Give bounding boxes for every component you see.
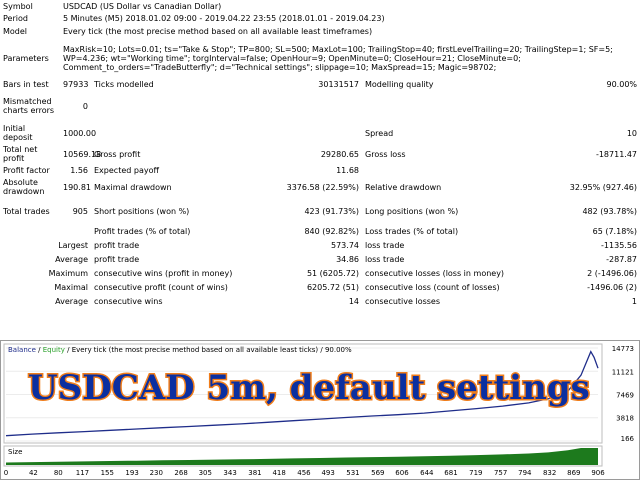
x-tick-label: 193 xyxy=(125,469,139,477)
parameters-label: Parameters xyxy=(3,53,49,63)
total-trades-label: Total trades xyxy=(3,206,50,216)
y-tick-label: 11121 xyxy=(611,368,634,377)
y-tick-label: 3818 xyxy=(616,414,634,423)
abs-drawdown-label: Absolute drawdown xyxy=(3,178,45,196)
largest-loss-value: -1135.56 xyxy=(601,240,638,250)
gross-loss-value: -18711.47 xyxy=(595,149,638,159)
spread-value: 10 xyxy=(626,128,638,138)
x-tick-label: 906 xyxy=(591,469,605,477)
maximum-losses-value: 2 (-1496.06) xyxy=(587,268,638,278)
average-consec-losses-value: 1 xyxy=(631,296,638,306)
average-consec-wins-label: consecutive wins xyxy=(94,296,163,306)
legend xyxy=(8,346,352,354)
x-tick-label: 0 xyxy=(3,469,9,477)
maximum-losses-label: consecutive losses (loss in money) xyxy=(365,268,505,278)
largest-profit-value: 573.74 xyxy=(331,240,359,250)
y-tick-label: 7469 xyxy=(616,391,634,400)
size-label: Size xyxy=(8,448,23,456)
x-tick-label: 794 xyxy=(518,469,532,477)
deposit-label: Initial deposit xyxy=(3,124,33,142)
x-tick-label: 343 xyxy=(223,469,237,477)
bars-label: Bars in test xyxy=(3,79,49,89)
x-tick-label: 493 xyxy=(321,469,335,477)
profit-trades-label: Profit trades (% of total) xyxy=(94,226,191,236)
average-loss-label: loss trade xyxy=(365,254,405,264)
x-tick-label: 832 xyxy=(542,469,557,477)
mismatched-label: Mismatched charts errors xyxy=(3,97,55,115)
largest-profit-label: profit trade xyxy=(94,240,140,250)
spread-label: Spread xyxy=(365,128,394,138)
x-tick-label: 155 xyxy=(100,469,114,477)
y-tick-label: 166 xyxy=(620,435,634,443)
largest-loss-label: loss trade xyxy=(365,240,405,250)
model-value: Every tick (the most precise method based on all available least timeframes) xyxy=(63,26,373,36)
x-tick-label: 681 xyxy=(444,469,458,477)
expected-payoff-value: 11.68 xyxy=(336,165,359,175)
maximum-wins-value: 51 (6205.72) xyxy=(306,268,359,278)
short-positions-value: 423 (91.73%) xyxy=(304,206,359,216)
x-tick-label: 418 xyxy=(272,469,286,477)
legend-quality: 90.00% xyxy=(324,346,352,354)
legend-model: Every tick (the most precise method based on all available least ticks) xyxy=(71,346,319,354)
expected-payoff-label: Expected payoff xyxy=(94,165,159,175)
maximal-loss-label: consecutive loss (count of losses) xyxy=(365,282,500,292)
parameters-value: MaxRisk=10; Lots=0.01; ts="Take & Stop"; TP=800; SL=500; MaxLot=100; TrailingStop=40; firstLevelTrailing=20; TrailingStep=1; SF=5; WP=4.236; wt="Working time"; torgInterval=false; OpenHour=9; OpenMinute=0; CloseHour=21; CloseMinute=0; Comment_to_orders="TradeButterfly"; d="Technical settings"; slippage=10; MaxSpread=15; Magic=98702; xyxy=(63,44,613,72)
ticks-value: 30131517 xyxy=(318,79,359,89)
legend-sep: / xyxy=(318,346,325,354)
profit-factor-value: 1.56 xyxy=(70,165,88,175)
mismatched-value: 0 xyxy=(82,101,88,111)
period-value: 5 Minutes (M5) 2018.01.02 09:00 - 2019.04.22 23:55 (2018.01.01 - 2019.04.23) xyxy=(63,13,385,23)
x-tick-label: 719 xyxy=(469,469,483,477)
gross-profit-value: 29280.65 xyxy=(320,149,359,159)
maximal-loss-value: -1496.06 (2) xyxy=(587,282,638,292)
average-label: Average xyxy=(55,254,88,264)
average-profit-value: 34.86 xyxy=(336,254,359,264)
max-drawdown-value: 3376.58 (22.59%) xyxy=(286,182,359,192)
max-drawdown-label: Maximal drawdown xyxy=(94,182,172,192)
loss-trades-value: 65 (7.18%) xyxy=(592,226,638,236)
x-tick-label: 42 xyxy=(28,469,38,477)
x-tick-label: 80 xyxy=(53,469,63,477)
quality-value: 90.00% xyxy=(606,79,638,89)
rel-drawdown-value: 32.95% (927.46) xyxy=(569,182,638,192)
short-positions-label: Short positions (won %) xyxy=(94,206,190,216)
legend-sep: / xyxy=(35,346,43,354)
ticks-label: Ticks modelled xyxy=(94,79,154,89)
long-positions-label: Long positions (won %) xyxy=(365,206,459,216)
maximal-profit-value: 6205.72 (51) xyxy=(306,282,359,292)
long-positions-value: 482 (93.78%) xyxy=(582,206,638,216)
total-trades-value: 905 xyxy=(72,206,88,216)
overlay-title: USDCAD 5m, default settings xyxy=(28,368,590,408)
loss-trades-label: Loss trades (% of total) xyxy=(365,226,459,236)
net-profit-value: 10569.18 xyxy=(63,149,102,159)
balance-graph-panel xyxy=(0,340,640,480)
x-tick-label: 230 xyxy=(149,469,163,477)
abs-drawdown-value: 190.81 xyxy=(63,182,91,192)
average-profit-label: profit trade xyxy=(94,254,140,264)
profit-trades-value: 840 (92.82%) xyxy=(304,226,359,236)
y-tick-label: 14773 xyxy=(611,345,634,353)
balance-chart xyxy=(0,340,640,480)
maximal-label: Maximal xyxy=(54,282,88,292)
x-tick-label: 456 xyxy=(297,469,311,477)
maximal-profit-label: consecutive profit (count of wins) xyxy=(94,282,228,292)
maximum-wins-label: consecutive wins (profit in money) xyxy=(94,268,233,278)
x-tick-label: 117 xyxy=(75,469,90,477)
legend-equity: Equity xyxy=(42,346,65,354)
quality-label: Modelling quality xyxy=(365,79,434,89)
x-tick-label: 644 xyxy=(420,469,434,477)
x-tick-label: 268 xyxy=(174,469,188,477)
legend-balance: Balance xyxy=(8,346,36,354)
gross-loss-label: Gross loss xyxy=(365,149,406,159)
x-tick-label: 305 xyxy=(198,469,212,477)
symbol-value: USDCAD (US Dollar vs Canadian Dollar) xyxy=(63,1,222,11)
symbol-label: Symbol xyxy=(3,1,33,11)
x-tick-label: 569 xyxy=(371,469,385,477)
largest-label: Largest xyxy=(58,240,88,250)
x-tick-label: 869 xyxy=(567,469,581,477)
x-tick-label: 757 xyxy=(493,469,508,477)
profit-factor-label: Profit factor xyxy=(3,165,50,175)
x-tick-label: 606 xyxy=(395,469,409,477)
average-consec-wins-value: 14 xyxy=(348,296,359,306)
x-tick-label: 381 xyxy=(248,469,262,477)
legend-sep: / xyxy=(64,346,72,354)
period-label: Period xyxy=(3,13,28,23)
model-label: Model xyxy=(3,26,28,36)
maximum-label: Maximum xyxy=(48,268,88,278)
net-profit-label: Total net profit xyxy=(3,145,38,163)
average-consec-losses-label: consecutive losses xyxy=(365,296,441,306)
average-loss-value: -287.87 xyxy=(606,254,638,264)
bars-value: 97933 xyxy=(63,79,89,89)
rel-drawdown-label: Relative drawdown xyxy=(365,182,442,192)
x-tick-label: 531 xyxy=(346,469,360,477)
deposit-value: 1000.00 xyxy=(63,128,97,138)
average-consec-label: Average xyxy=(55,296,88,306)
gross-profit-label: Gross profit xyxy=(94,149,141,159)
